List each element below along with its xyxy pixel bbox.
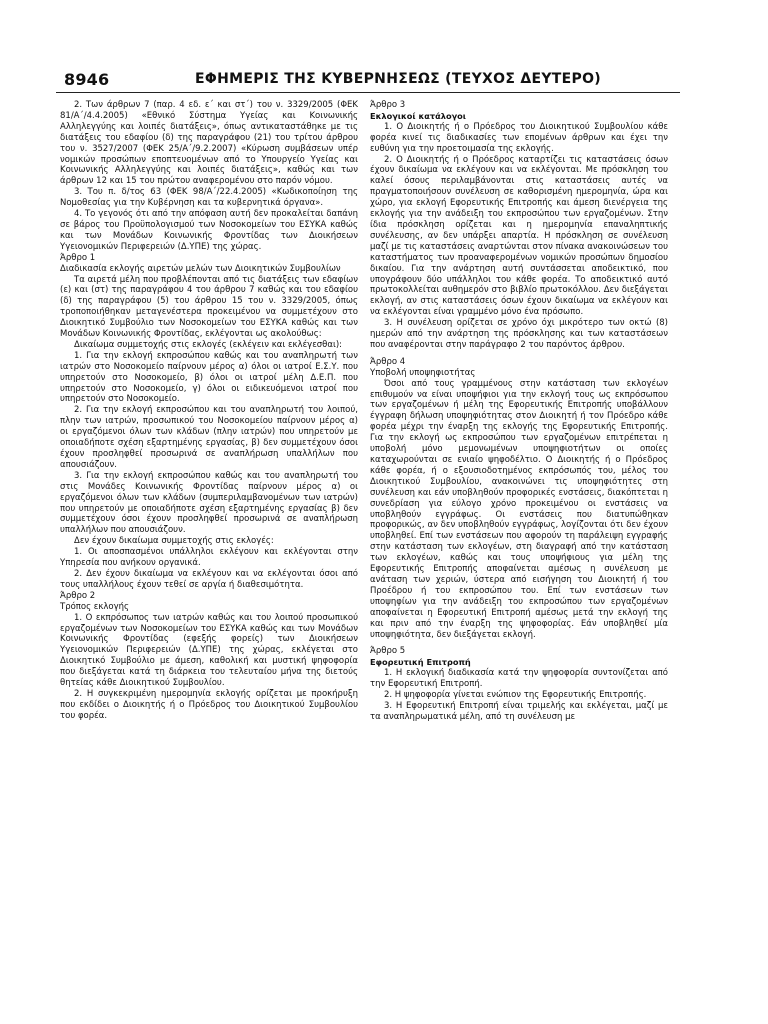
gazette-title: ΕΦΗΜΕΡΙΣ ΤΗΣ ΚΥΒΕΡΝΗΣΕΩΣ (ΤΕΥΧΟΣ ΔΕΥΤΕΡΟ): [195, 71, 601, 87]
right-column: [370, 100, 668, 723]
article-number: Άρθρο 5: [370, 646, 406, 657]
paragraph: 2. Η ψηφοφορία γίνεται ενώπιον της Εφορευτικής Επιτροπής.: [384, 690, 647, 701]
paragraph: Τα αιρετά μέλη που προβλέπονται από τις διατάξεις των εδαφίων (ε) και (στ) της παραγράφου 4 του άρθρου 7 καθώς και του εδαφίου (δ) της παραγράφου (5) του άρθρου 15 του ν. 3329/2005, όπως τροποποιήθηκαν μεταγενέστερα προκειμένου να συμμετέχουν στο Διοικητικό Συμβούλιο των Νοσοκομείων του ΕΣΥΚΑ καθώς και των Μονάδων Κοινωνικής Φροντίδας, εκλέγονται ως ακολούθως:: [60, 274, 358, 340]
paragraph: 1. Ο Διοικητής ή ο Πρόεδρος του Διοικητικού Συμβουλίου κάθε φορέα κινεί τις διαδικασίες των επομένων άρθρων και έχει την ευθύνη για την προετοιμασία της εκλογής.: [370, 121, 668, 154]
article-title: Εφορευτική Επιτροπή: [370, 657, 471, 668]
paragraph: 3. Του π. δ/τος 63 (ΦΕΚ 98/Α΄/22.4.2005) «Κωδικοποίηση της Νομοθεσίας για την Κυβέρνηση και τα κυβερνητικά όργανα».: [60, 187, 358, 209]
article-number: Άρθρο 2: [60, 590, 96, 601]
paragraph: 2. Των άρθρων 7 (παρ. 4 εδ. ε΄ και στ΄) του ν. 3329/2005 (ΦΕΚ 81/Α΄/4.4.2005) «Εθνικό Σύστημα Υγείας και Κοινωνικής Αλληλεγγύης και λοιπές διατάξεις», όπως αντικαταστάθηκε με τις διατάξεις του εδαφίου (δ) της παραγράφου (21) του τρίτου άρθρου του ν. 3527/2007 (ΦΕΚ 25/Α΄/9.2.2007) «Κύρωση συμβάσεων υπέρ νομικών προσώπων εποπτευομένων από το Υπουργείο Υγείας και Κοινωνικής Αλληλεγγύης και λοιπές διατάξεις», καθώς και των άρθρων 12 και 15 του πρώτου αναφερομένου στο παρόν νόμου.: [60, 100, 358, 187]
paragraph: Δεν έχουν δικαίωμα συμμετοχής στις εκλογές:: [74, 536, 274, 547]
paragraph: 3. Η Εφορευτική Επιτροπή είναι τριμελής και εκλέγεται, μαζί με τα αναπληρωματικά μέλη, από τη συνέλευση με: [370, 700, 668, 722]
article-title: Τρόπος εκλογής: [60, 601, 130, 612]
paragraph: 1. Η εκλογική διαδικασία κατά την ψηφοφορία συντονίζεται από την Εφορευτική Επιτροπή.: [370, 668, 668, 690]
paragraph: Όσοι από τους γραμμένους στην κατάσταση των εκλογέων επιθυμούν να είναι υποψήφιοι για την εκλογή τους ως εκπρόσωπου των εργαζομένων ή μέλη της Εφορευτικής Επιτροπής υποβάλλουν έγγραφη δήλωση υποψηφιότητας στον Διοικητή ή τον Πρόεδρο κάθε φορέα μέχρι την έναρξη της εκλογής της Εφορευτικής Επιτροπής. Για την εκλογή ως εκπροσώπου των εργαζομένων επιτρέπεται η υποβολή μόνο μεμονωμένων υποψηφιοτήτων οι οποίες καταχωρούνται σε ενιαίο ψηφοδέλτιο. Ο Διοικητής ή ο Πρόεδρος κάθε φορέα, ή ο εξουσιοδοτημένος εκπρόσωπός του, μέλος του Διοικητικού Συμβουλίου, ανακοινώνει τις υποψηφιότητες στη συνέλευση και εάν υποβληθούν προφορικές ενστάσεις, διακόπτεται η συνεδρίαση για εύλογο χρόνο προκειμένου οι ενστάσεις να υποβληθούν εγγράφως. Οι ενστάσεις που διατυπώθηκαν προφορικώς, αν δεν υποβληθούν εγγράφως, λογίζονται ότι δεν έχουν υποβληθεί. Επί των ενστάσεων που αφορούν τη παράλειψη εγγραφής στην κατάσταση των εκλογέων, στη διαγραφή από την κατάσταση των εκλογέων, καθώς και τους υποψήφιους για μέλη της Εφορευτικής Επιτροπής αποφαίνεται αμέσως η συνέλευση με ανάταση των χεριών, ύστερα από εισήγηση του Διοικητή ή του Προέδρου ή του εκπροσώπου του. Επί των ενστάσεων των υποψηφίων για την ανάδειξη του εκπροσώπου των εργαζομένων αποφαίνεται η Εφορευτική Επιτροπή αμέσως μετά την εκλογή της και πριν από την έναρξη της ψηφοφορίας. Εάν υποβληθεί μία υποψηφιότητα, δεν διεξάγεται εκλογή.: [370, 378, 668, 640]
article-title: Διαδικασία εκλογής αιρετών μελών των Διοικητικών Συμβουλίων: [60, 263, 341, 274]
paragraph: 2. Ο Διοικητής ή ο Πρόεδρος καταρτίζει τις καταστάσεις όσων έχουν δικαίωμα να εκλέγουν και να εκλέγονται. Με πρόσκληση του καλεί όσους περιλαμβάνονται στις καταστάσεις αυτές να πραγματοποιήσουν συνέλευση σε καθορισμένη ημερομηνία, ώρα και χώρο, για εκλογή Εφορευτικής Επιτροπής και άμεση διενέργεια της εκλογής για την ανάδειξη του εκπροσώπου των εργαζομένων. Στην ίδια πρόσκληση ορίζεται και η ημερομηνία επαναληπτικής συνέλευσης, αν δεν υπάρξει απαρτία. Η πρόσκληση σε συνέλευση μαζί με τις καταστάσεις αναρτώνται στον πίνακα ανακοινώσεων του καταστήματος των προαναφερομένων νομικών προσώπων δημοσίου δικαίου. Για την ανάρτηση αυτή συντάσσεται αποδεικτικό, που υπογράφουν δύο υπάλληλοι του κάθε φορέα. Το αποδεικτικό αυτό πρωτοκολλείται αυθημερόν στο βιβλίο πρωτοκόλλου. Δεν διεξάγεται εκλογή, αν στις καταστάσεις όσων έχουν δικαίωμα να εκλέγουν και να εκλέγονται είναι γραμμένο μόνο ένα πρόσωπο.: [370, 154, 668, 318]
paragraph: 3. Για την εκλογή εκπροσώπου καθώς και του αναπληρωτή του στις Μονάδες Κοινωνικής Φροντίδας παίρνουν μέρος α) οι εργαζόμενοι όλων των κλάδων (συμπεριλαμβανομένων των ιατρών) που υπηρετούν με οποιαδήποτε σχέση εξαρτημένης εργασίας β) δεν συμμετέχουν όσοι έχουν προσληφθεί προσωρινά σε αναπλήρωση υπαλλήλων που απουσιάζουν.: [60, 470, 358, 536]
paragraph: 2. Η συγκεκριμένη ημερομηνία εκλογής ορίζεται με προκήρυξη που εκδίδει ο Διοικητής ή ο Πρόεδρος του Διοικητικού Συμβουλίου του φορέα.: [60, 688, 358, 721]
article-number: Άρθρο 3: [370, 100, 406, 110]
paragraph: 2. Για την εκλογή εκπροσώπου και του αναπληρωτή του λοιπού, πλην των ιατρών, προσωπικού του Νοσοκομείου παίρνουν μέρος α) οι εργαζόμενοι όλων των κλάδων (πλην ιατρών) που υπηρετούν με οποιαδήποτε σχέση εξαρτημένης εργασίας, β) δεν συμμετέχουν όσοι έχουν προσληφθεί προσωρινά σε αναπλήρωση υπαλλήλων που απουσιάζουν.: [60, 405, 358, 470]
article-title: Υποβολή υποψηφιοτήτας: [370, 367, 476, 378]
paragraph: 1. Ο εκπρόσωπος των ιατρών καθώς και του λοιπού προσωπικού εργαζομένων των Νοσοκομείων του ΕΣΥΚΑ καθώς και των Μονάδων Κοινωνικής Φροντίδας (εφεξής φορείς) των Διοικήσεων Υγειονομικών Περιφερειών (Δ.ΥΠΕ) της χώρας, εκλέγεται στο Διοικητικό Συμβούλιο με άμεση, καθολική και μυστική ψηφοφορία που διεξάγεται κατά τη διάρκεια του τελευταίου μήνα της διετούς θητείας κάθε Διοικητικού Συμβουλίου.: [60, 612, 358, 689]
paragraph: 2. Δεν έχουν δικαίωμα να εκλέγουν και να εκλέγονται όσοι από τους υπαλλήλους έχουν τεθεί σε αργία ή διαθεσιμότητα.: [60, 568, 358, 590]
paragraph: 1. Οι αποσπασμένοι υπάλληλοι εκλέγουν και εκλέγονται στην Υπηρεσία που ανήκουν οργανικά.: [60, 547, 358, 569]
article-number: Άρθρο 1: [60, 252, 96, 263]
paragraph: Δικαίωμα συμμετοχής στις εκλογές (εκλέγειν και εκλέγεσθαι):: [74, 339, 343, 350]
page-header: [56, 70, 680, 93]
paragraph: 4. Το γεγονός ότι από την απόφαση αυτή δεν προκαλείται δαπάνη σε βάρος του Προϋπολογισμού των Νοσοκομείων του ΕΣΥΚΑ καθώς και των Μονάδων Κοινωνικής Φροντίδας των Διοικήσεων Υγειονομικών Περιφερειών (Δ.ΥΠΕ) της χώρας.: [60, 209, 358, 252]
paragraph: 1. Για την εκλογή εκπροσώπου καθώς και του αναπληρωτή των ιατρών στο Νοσοκομείο παίρνουν μέρος α) όλοι οι ιατροί Ε.Σ.Υ. που υπηρετούν στο Νοσοκομείο, β) όλοι οι ιατροί μέλη Δ.Ε.Π. που υπηρετούν στο Νοσοκομείο, γ) όλοι οι ειδικευόμενοι ιατροί που υπηρετούν στο Νοσοκομείο.: [60, 350, 358, 405]
left-column: [60, 100, 358, 722]
article-number: Άρθρο 4: [370, 356, 406, 367]
paragraph: 3. Η συνέλευση ορίζεται σε χρόνο όχι μικρότερο των οκτώ (8) ημερών από την ανάρτηση της πρόσκλησης και των καταστάσεων που αναφέρονται στην παράγραφο 2 του παρόντος άρθρου.: [370, 318, 668, 350]
page-number: 8946: [64, 70, 110, 89]
article-title: Εκλογικοί κατάλογοι: [370, 110, 466, 121]
